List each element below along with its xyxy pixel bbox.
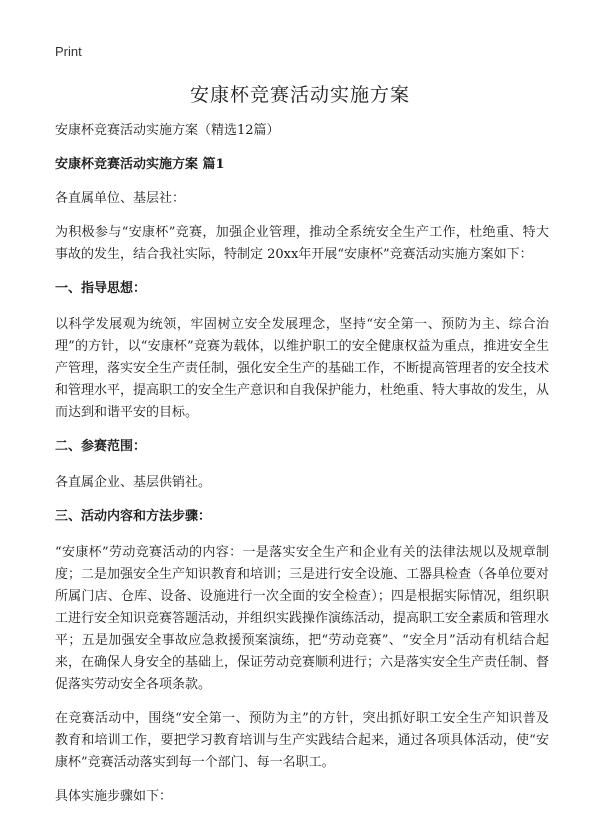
print-link[interactable]: Print [55, 44, 82, 59]
document-subtitle: 安康杯竞赛活动实施方案（精选12篇） [55, 123, 280, 138]
intro-paragraph: 为积极参与“安康杯”竞赛，加强企业管理，推动全系统安全生产工作，杜绝重、特大事故的发生，结合我社实际，特制定 20xx年开展“安康杯”竞赛活动实施方案如下： [55, 225, 549, 262]
document-title: 安康杯竞赛活动实施方案 [189, 84, 410, 106]
paragraph-steps: 具体实施步骤如下： [55, 789, 173, 804]
heading-activity-content: 三、活动内容和方法步骤： [55, 509, 212, 524]
document-body [55, 120, 549, 820]
section-title: 安康杯竞赛活动实施方案 篇1 [55, 157, 225, 172]
paragraph-scope: 各直属企业、基层供销社。 [55, 475, 212, 490]
paragraph-guiding-ideology: 以科学发展观为统领，牢固树立安全发展理念，坚持“安全第一、预防为主、综合治理”的方针，以“安康杯”竞赛为载体，以维护职工的安全健康权益为重点，推进安全生产管理，落实安全生产责任制，强化安全生产的基础工作，不断提高管理者的安全技术和管理水平，提高职工的安全生产意识和自我保护能力，杜绝重、特大事故的发生，从而达到和谐平安的目标。 [55, 317, 550, 420]
salutation: 各直属单位、基层社： [55, 191, 186, 206]
heading-guiding-ideology: 一、指导思想： [55, 281, 147, 296]
paragraph-activity-content: “安康杯”劳动竞赛活动的内容：一是落实安全生产和企业有关的法律法规以及规章制度；二是加强安全生产知识教育和培训；三是进行安全设施、工器具检查（各单位要对所属门店、仓库、设备、设施进行一次全面的安全检查）；四是根据实际情况，组织职工进行安全知识竞赛答题活动，并组织实践操作演练活动，提高职工安全素质和管理水平；五是加强安全事故应急救援预案演练，把“劳动竞赛”、“安全月”活动有机结合起来，在确保人身安全的基础上，保证劳动竞赛顺利进行；六是落实安全生产责任制、督促落实劳动安全各项条款。 [55, 545, 550, 692]
paragraph-competition: 在竞赛活动中，围绕“安全第一、预防为主”的方针，突出抓好职工安全生产知识普及教育和培训工作，要把学习教育培训与生产实践结合起来，通过各项具体活动，使“安康杯”竞赛活动落实到每一个部门、每一名职工。 [55, 711, 549, 770]
heading-scope: 二、参赛范围： [55, 439, 147, 454]
